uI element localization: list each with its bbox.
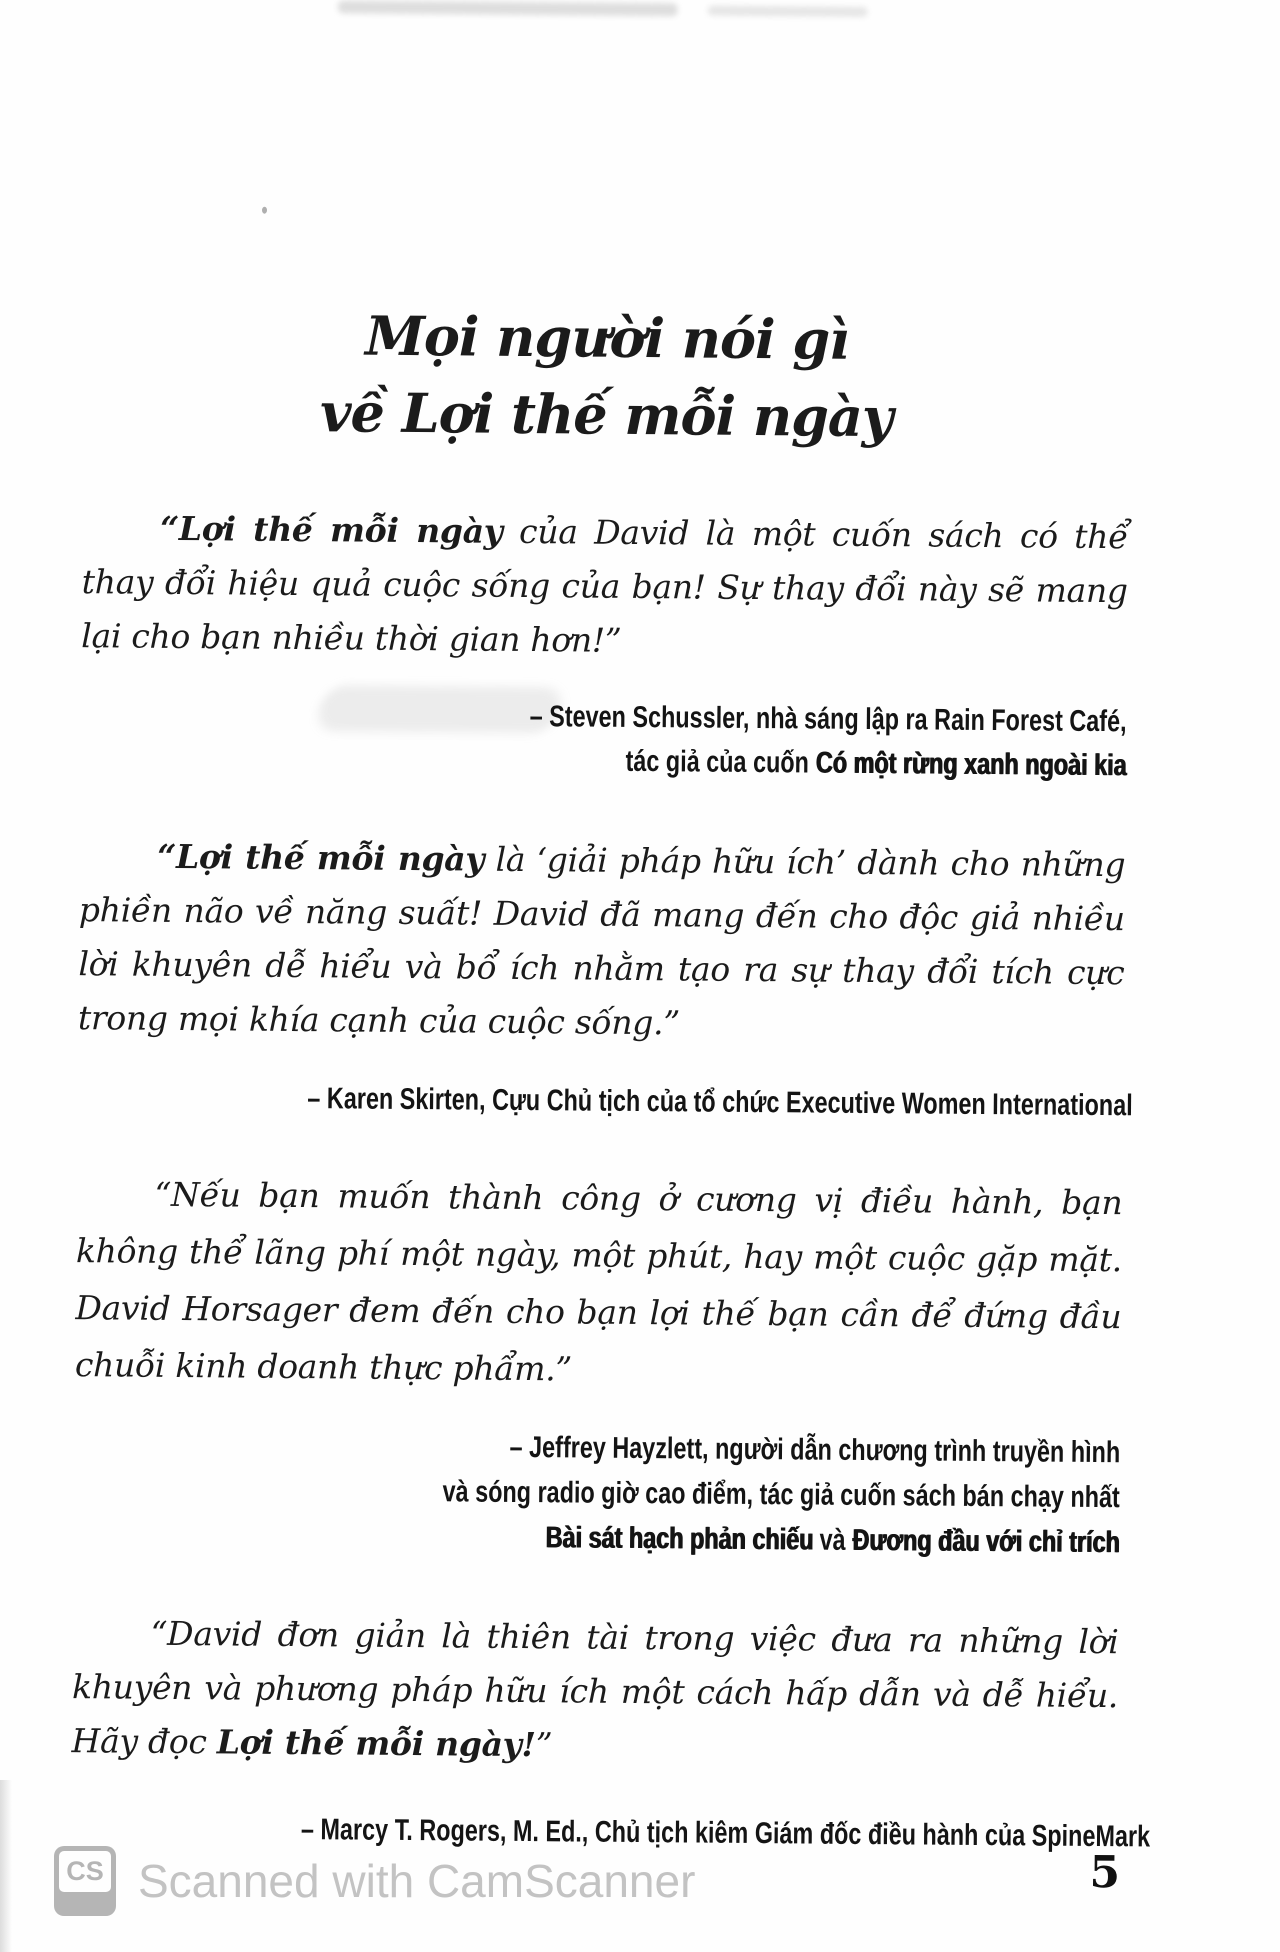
attribution-line: – Jeffrey Hayzlett, người dẫn chương trình truyền hình (509, 1430, 1121, 1470)
testimonial-attribution-3 (73, 1421, 1120, 1565)
attribution-line: và sóng radio giờ cao điểm, tác giả cuốn sách bán chạy nhất (442, 1475, 1120, 1515)
testimonial-quote-4: “David đơn giản là thiên tài trong việc đưa ra những lời khuyên và phương pháp hữu ích một cách hấp dẫn và dễ hiểu. Hãy đọc Lợi thế mỗi ngày!” (71, 1613, 1119, 1765)
testimonial-attribution-2 (77, 1075, 1133, 1128)
page-title-line-1: Mọi người nói gì (364, 303, 849, 372)
paper-edge-shadow (0, 1780, 12, 1952)
attribution-line: Bài sát hạch phản chiếu và Đương đầu với chỉ trích (545, 1521, 1120, 1560)
bleed-through-smudge (338, 0, 678, 16)
camscanner-logo-text: CS (59, 1851, 111, 1892)
camscanner-logo-icon (54, 1846, 116, 1916)
text-column (71, 295, 1151, 1859)
testimonial-attribution-1 (80, 691, 1127, 788)
watermark-label: Scanned with CamScanner (138, 1855, 696, 1907)
testimonial-quote-3: “Nếu bạn muốn thành công ở cương vị điều hành, bạn không thể lãng phí một ngày, một phút, hay một cuộc gặp mặt. David Horsager đem đến cho bạn lợi thế bạn cần để đứng đầu chuỗi kinh doanh thực phẩm.” (74, 1174, 1123, 1389)
testimonial-quote-2: “Lợi thế mỗi ngày là ‘giải pháp hữu ích’ dành cho những phiền não về năng suất! David đã mang đến cho độc giả nhiều lời khuyên dễ hiểu và bổ ích nhằm tạo ra sự thay đổi tích cực trong mọi khía cạnh của cuộc sống.” (77, 836, 1126, 1043)
attribution-line: – Karen Skirten, Cựu Chủ tịch của tổ chức Executive Women International (307, 1082, 1133, 1123)
attribution-line: – Marcy T. Rogers, M. Ed., Chủ tịch kiêm Giám đốc điều hành của SpineMark (300, 1813, 1151, 1854)
camscanner-watermark (54, 1846, 695, 1916)
scan-speck (262, 207, 267, 214)
attribution-line: – Steven Schussler, nhà sáng lập ra Rain Forest Café, (529, 700, 1127, 739)
attribution-line: tác giả của cuốn Có một rừng xanh ngoài kia (625, 744, 1127, 783)
page-title-line-2: về Lợi thế mỗi ngày (319, 380, 893, 450)
bleed-through-smudge (708, 6, 868, 17)
testimonial-quote-1: “Lợi thế mỗi ngày của David là một cuốn sách có thể thay đổi hiệu quả cuộc sống của bạn! Sự thay đổi này sẽ mang lại cho bạn nhiều thời gian hơn!” (81, 508, 1129, 660)
page-title (83, 295, 1130, 458)
page-number: 5 (1089, 1846, 1121, 1899)
